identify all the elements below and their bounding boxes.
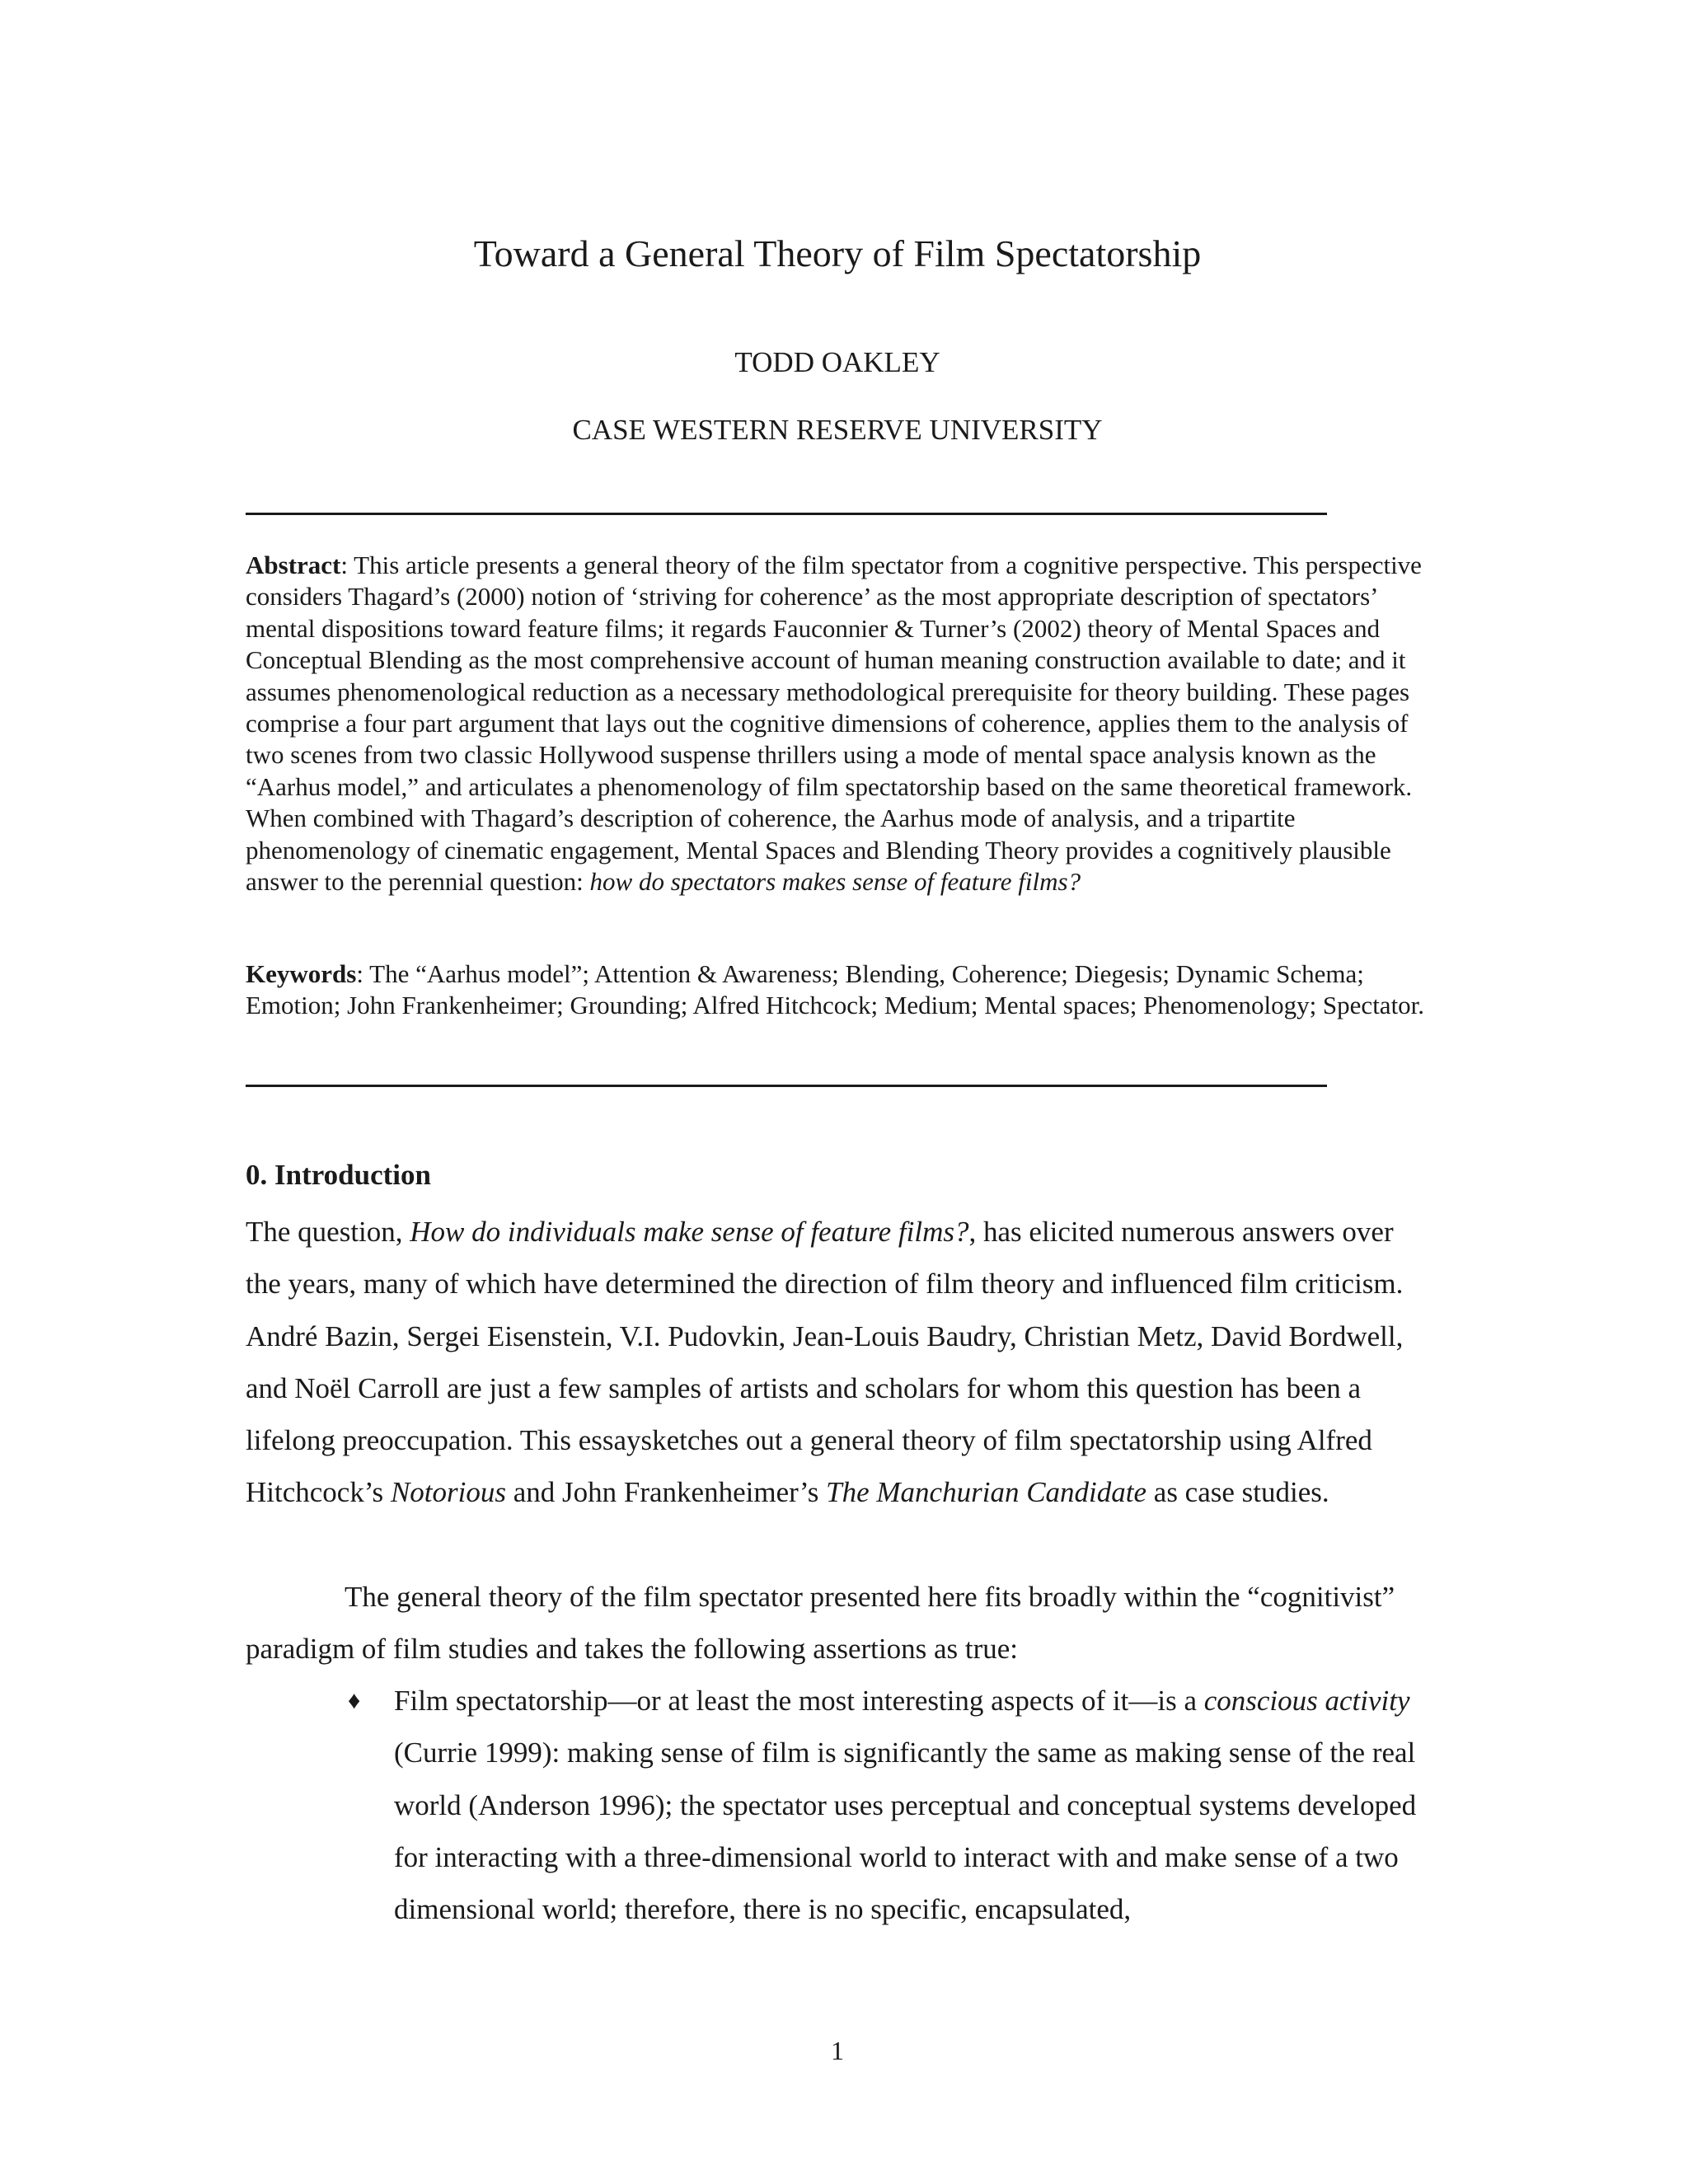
keywords-text: : The “Aarhus model”; Attention & Awareness; Blending, Coherence; Diegesis; Dynamic Schema; Emotion; John Frankenheimer; Grounding; Alfred Hitchcock; Medium; Mental spaces; Phenomenology; Spectator.	[246, 959, 1425, 1020]
bullet-emphasis: conscious activity	[1203, 1685, 1410, 1717]
bullet-text-a: Film spectatorship—or at least the most interesting aspects of it—is a	[394, 1685, 1204, 1717]
author-affiliation: CASE WESTERN RESERVE UNIVERSITY	[572, 414, 1103, 446]
film-title-notorious: Notorious	[390, 1476, 506, 1509]
film-title-manchurian-candidate: The Manchurian Candidate	[826, 1476, 1147, 1509]
abstract-question: how do spectators makes sense of feature films?	[589, 867, 1081, 897]
keywords-block	[246, 958, 1436, 1022]
abstract-text: : This article presents a general theory of the film spectator from a cognitive perspective. This perspective considers Thagard’s (2000) notion of ‘striving for coherence’ as the most appropriate description of spectators’ mental dispositions toward feature films; it regards Fauconnier & Turner’s (2002) theory of Mental Spaces and Conceptual Blending as the most comprehensive account of human meaning construction available to date; and it assumes phenomenological reduction as a necessary methodological prerequisite for theory building. These pages comprise a four part argument that lays out the cognitive dimensions of coherence, applies them to the analysis of two scenes from two classic Hollywood suspense thrillers using a mode of mental space analysis known as the “Aarhus model,” and articulates a phenomenology of film spectatorship based on the same theoretical framework. When combined with Thagard’s description of coherence, the Aarhus mode of analysis, and a tripartite phenomenology of cinematic engagement, Mental Spaces and Blending Theory provides a cognitively plausible answer to the perennial question:	[246, 551, 1422, 897]
section-heading-introduction: 0. Introduction	[246, 1159, 431, 1191]
paper-title: Toward a General Theory of Film Spectatorship	[473, 232, 1202, 274]
bullet-list-item	[394, 1675, 1436, 1935]
author-name: TODD OAKLEY	[734, 346, 940, 378]
intro-paragraph-2: The general theory of the film spectator presented here fits broadly within the “cognitivist” paradigm of film studies and takes the following assertions as true:	[246, 1581, 1395, 1666]
intro-paragraph-1	[246, 1206, 1432, 1519]
intro-p1-text-c: and John Frankenheimer’s	[505, 1476, 827, 1509]
intro-p1-text-d: as case studies.	[1146, 1476, 1329, 1509]
diamond-bullet-icon: ♦	[348, 1687, 361, 1714]
abstract-label: Abstract	[246, 551, 341, 579]
intro-question: How do individuals make sense of feature films?	[410, 1216, 969, 1248]
intro-p1-text-b: , has elicited numerous answers over the years, many of which have determined the direction of film theory and influenced film criticism. André Bazin, Sergei Eisenstein, V.I. Pudovkin, Jean-Louis Baudry, Christian Metz, David Bordwell, and Noël Carroll are just a few samples of artists and scholars for whom this question has been a lifelong preoccupation. This essaysketches out a general theory of film spectatorship using Alfred Hitchcock’s	[246, 1216, 1404, 1509]
abstract-bottom-rule	[246, 1085, 1327, 1087]
intro-p1-text-a: The question,	[246, 1216, 410, 1248]
keywords-label: Keywords	[246, 959, 357, 988]
abstract-top-rule	[246, 513, 1327, 515]
bullet-text-b: (Currie 1999): making sense of film is significantly the same as making sense of the real world (Anderson 1996); the spectator uses perceptual and conceptual systems developed for interacting with a three-dimensional world to interact with and make sense of a two dimensional world; therefore, there is no specific, encapsulated,	[394, 1736, 1417, 1926]
page-number: 1	[831, 2036, 844, 2065]
abstract-block	[246, 550, 1436, 898]
